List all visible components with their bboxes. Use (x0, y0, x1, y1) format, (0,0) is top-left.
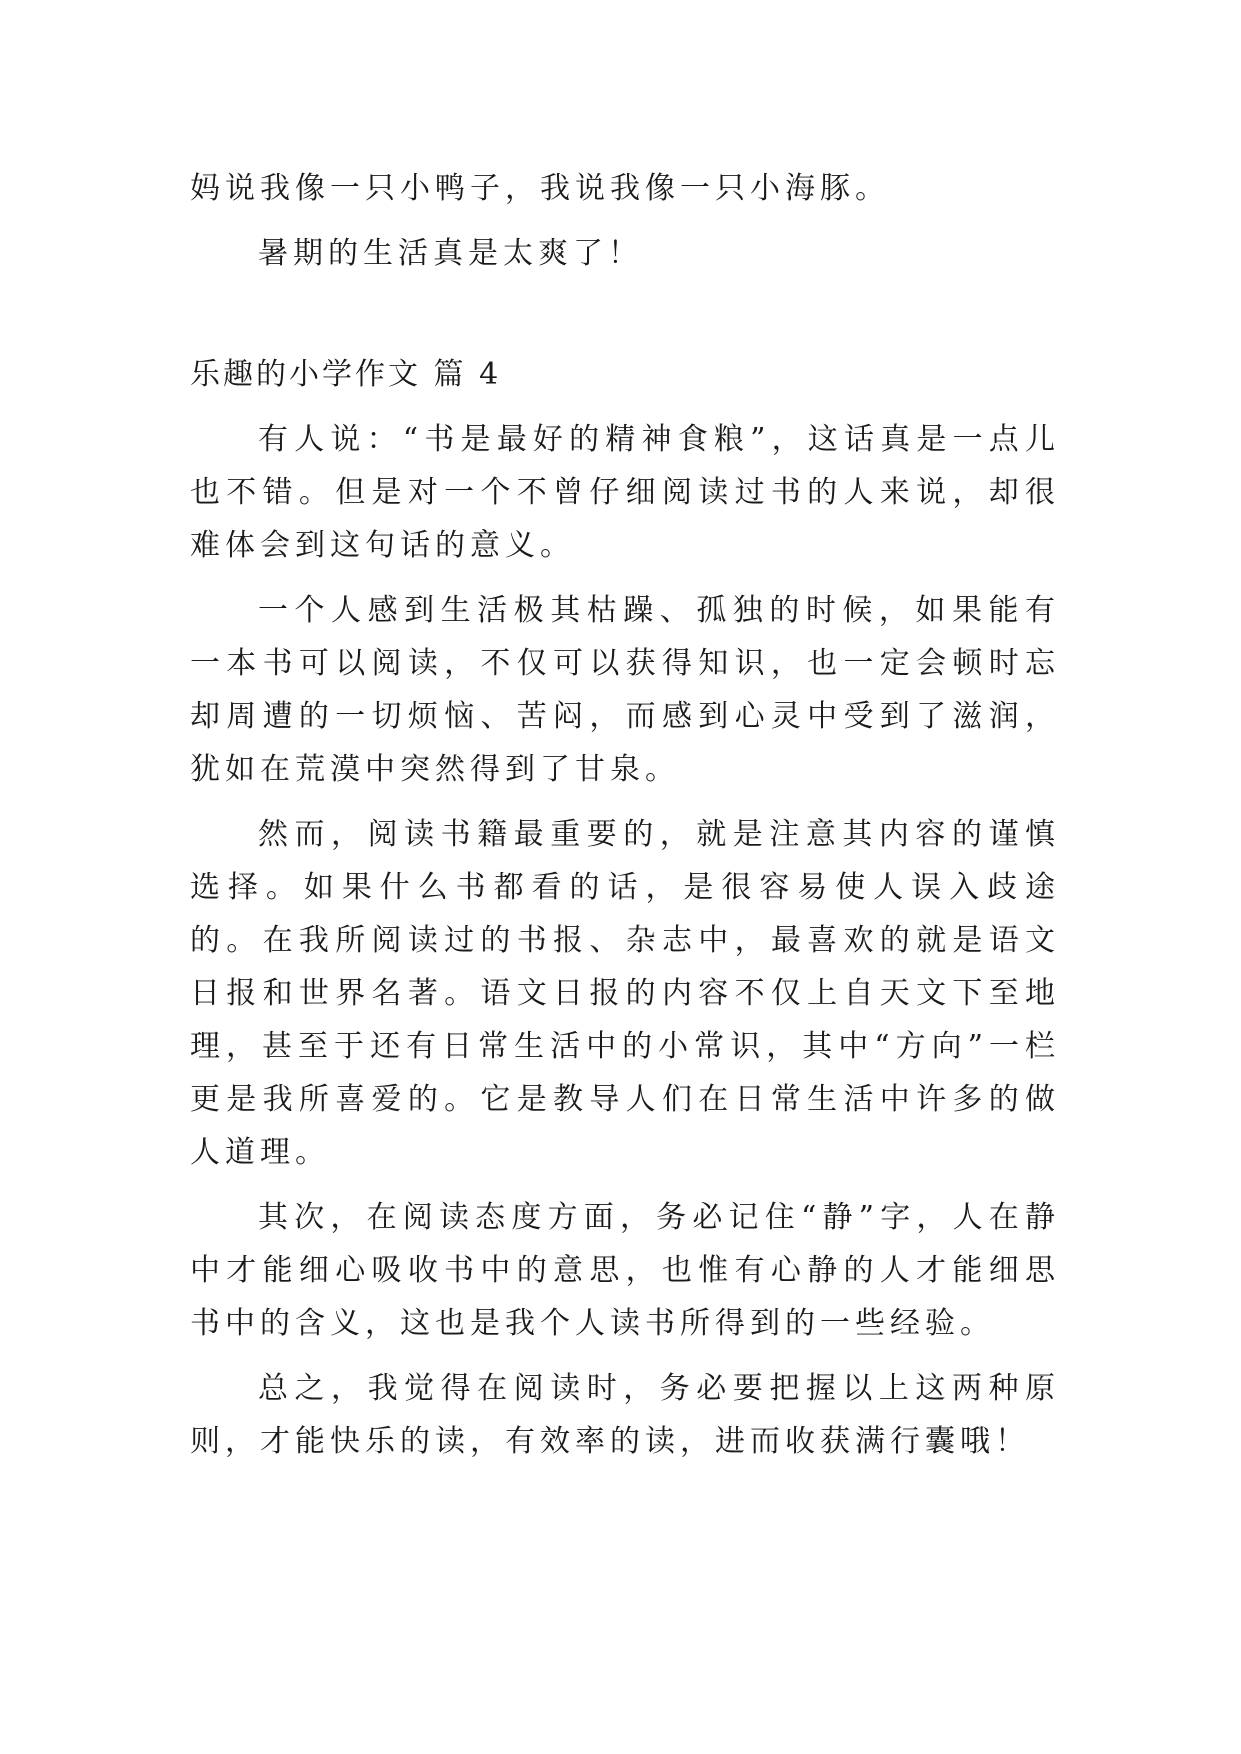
paragraph-1: 有人说：“书是最好的精神食粮”，这话真是一点儿也不错。但是对一个不曾仔细阅读过书的人来说，却很难体会到这句话的意义。 (190, 422, 1060, 563)
paragraph-4: 其次，在阅读态度方面，务必记住“静”字，人在静中才能细心吸收书中的意思，也惟有心静的人才能细思书中的含义，这也是我个人读书所得到的一些经验。 (190, 1200, 1060, 1341)
paragraph-5: 总之，我觉得在阅读时，务必要把握以上这两种原则，才能快乐的读，有效率的读，进而收获满行囊哦！ (190, 1371, 1060, 1459)
continued-paragraph: 妈说我像一只小鸭子，我说我像一只小海豚。 (190, 171, 890, 206)
paragraph-2: 一个人感到生活极其枯躁、孤独的时候，如果能有一本书可以阅读，不仅可以获得知识，也一定会顿时忘却周遭的一切烦恼、苦闷，而感到心灵中受到了滋润，犹如在荒漠中突然得到了甘泉。 (190, 593, 1060, 787)
section-spacer (190, 292, 1060, 348)
document-body (190, 162, 1060, 1480)
closing-paragraph: 暑期的生活真是太爽了！ (258, 236, 643, 271)
section-title: 乐趣的小学作文 篇 4 (190, 357, 502, 392)
paragraph-3: 然而，阅读书籍最重要的，就是注意其内容的谨慎选择。如果什么书都看的话，是很容易使人误入歧途的。在我所阅读过的书报、杂志中，最喜欢的就是语文日报和世界名著。语文日报的内容不仅上自天文下至地理，甚至于还有日常生活中的小常识，其中“方向”一栏更是我所喜爱的。它是教导人们在日常生活中许多的做人道理。 (190, 817, 1060, 1170)
